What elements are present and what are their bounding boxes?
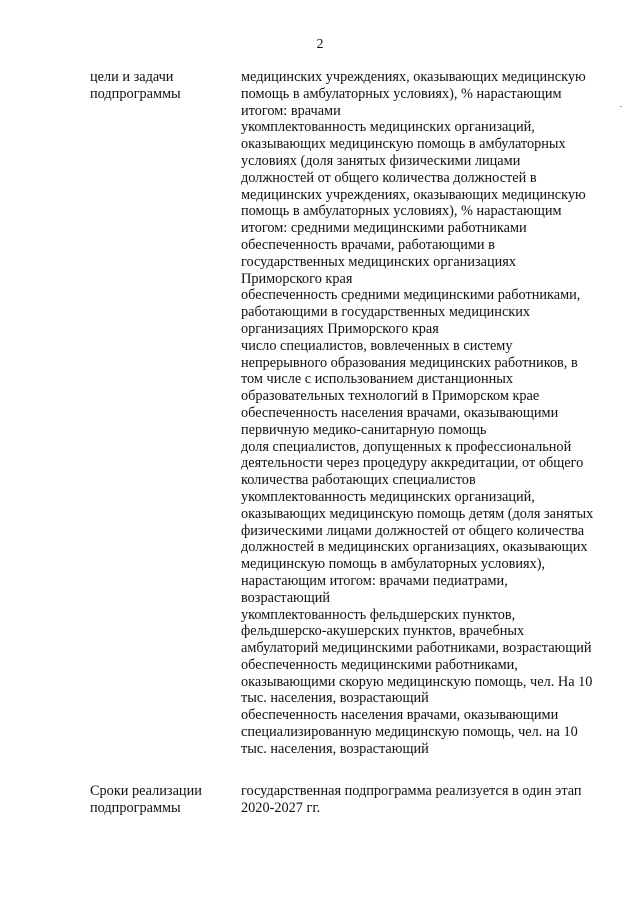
text-line: 2020-2027 гг. xyxy=(241,799,321,816)
text-line: оказывающих медицинскую помощь в амбулаторных xyxy=(241,136,566,153)
text-line: оказывающих медицинскую помощь детям (доля занятых xyxy=(241,505,594,522)
text-line: специализированную медицинскую помощь, чел. на 10 xyxy=(241,724,578,741)
text-line: помощь в амбулаторных условиях), % нарастающим xyxy=(241,85,562,102)
text-line: доля специалистов, допущенных к профессиональной xyxy=(241,438,572,455)
text-line: цели и задачи xyxy=(90,69,174,85)
text-line: непрерывного образования медицинских работников, в xyxy=(241,354,578,371)
text-line: количества работающих специалистов xyxy=(241,472,476,489)
text-line: том числе с использованием дистанционных xyxy=(241,371,514,388)
text-line: обеспеченность врачами, работающими в xyxy=(241,236,495,253)
text-line: помощь в амбулаторных условиях), % нарастающим xyxy=(241,203,562,220)
text-line: обеспеченность средними медицинскими работниками, xyxy=(241,287,581,304)
terms-label xyxy=(90,783,230,817)
goals-label xyxy=(90,69,230,103)
text-line: медицинских учреждениях, оказывающих медицинскую xyxy=(241,186,586,203)
text-line: итогом: средними медицинскими работниками xyxy=(241,220,527,237)
text-line: обеспеченность населения врачами, оказывающими xyxy=(241,404,559,421)
text-line: число специалистов, вовлеченных в систему xyxy=(241,337,513,354)
text-line: первичную медико-санитарную помощь xyxy=(241,421,487,438)
text-line: условиях (доля занятых физическими лицами xyxy=(241,152,521,169)
text-line: укомплектованность фельдшерских пунктов, xyxy=(241,606,516,623)
text-line: подпрограммы xyxy=(90,85,181,102)
text-line: обеспеченность населения врачами, оказывающими xyxy=(241,707,559,724)
text-line: нарастающим итогом: врачами педиатрами, xyxy=(241,572,508,589)
text-line: медицинскую помощь в амбулаторных условиях), xyxy=(241,556,546,573)
text-line: укомплектованность медицинских организаций, xyxy=(241,119,535,136)
text-line: укомплектованность медицинских организаций, xyxy=(241,488,535,505)
text-line: подпрограммы xyxy=(90,799,181,816)
text-line: оказывающими скорую медицинскую помощь, чел. На 10 xyxy=(241,673,593,690)
goals-content xyxy=(241,69,626,758)
text-line: работающими в государственных медицинских xyxy=(241,304,531,321)
text-line: Приморского края xyxy=(241,270,353,287)
text-line: государственных медицинских организациях xyxy=(241,253,516,270)
text-line: обеспеченность медицинскими работниками, xyxy=(241,656,518,673)
text-line: итогом: врачами xyxy=(241,102,341,119)
page-number: 2 xyxy=(316,37,324,52)
text-line: возрастающий xyxy=(241,589,331,606)
text-line: должностей в медицинских организациях, оказывающих xyxy=(241,539,588,556)
text-line: должностей от общего количества должностей в xyxy=(241,169,537,186)
text-line: тыс. населения, возрастающий xyxy=(241,740,429,757)
text-line: Сроки реализации xyxy=(90,783,202,799)
text-line: образовательных технологий в Приморском крае xyxy=(241,388,540,405)
terms-content xyxy=(241,783,626,817)
text-line: деятельности через процедуру аккредитации, от общего xyxy=(241,455,584,472)
text-line: тыс. населения, возрастающий xyxy=(241,690,429,707)
text-line: медицинских учреждениях, оказывающих медицинскую xyxy=(241,69,586,85)
text-line: фельдшерско-акушерских пунктов, врачебных xyxy=(241,623,525,640)
text-line: физическими лицами должностей от общего количества xyxy=(241,522,585,539)
text-line: государственная подпрограмма реализуется в один этап xyxy=(241,783,582,799)
text-line: амбулаторий медицинскими работниками, возрастающий xyxy=(241,640,592,657)
text-line: организациях Приморского края xyxy=(241,320,439,337)
